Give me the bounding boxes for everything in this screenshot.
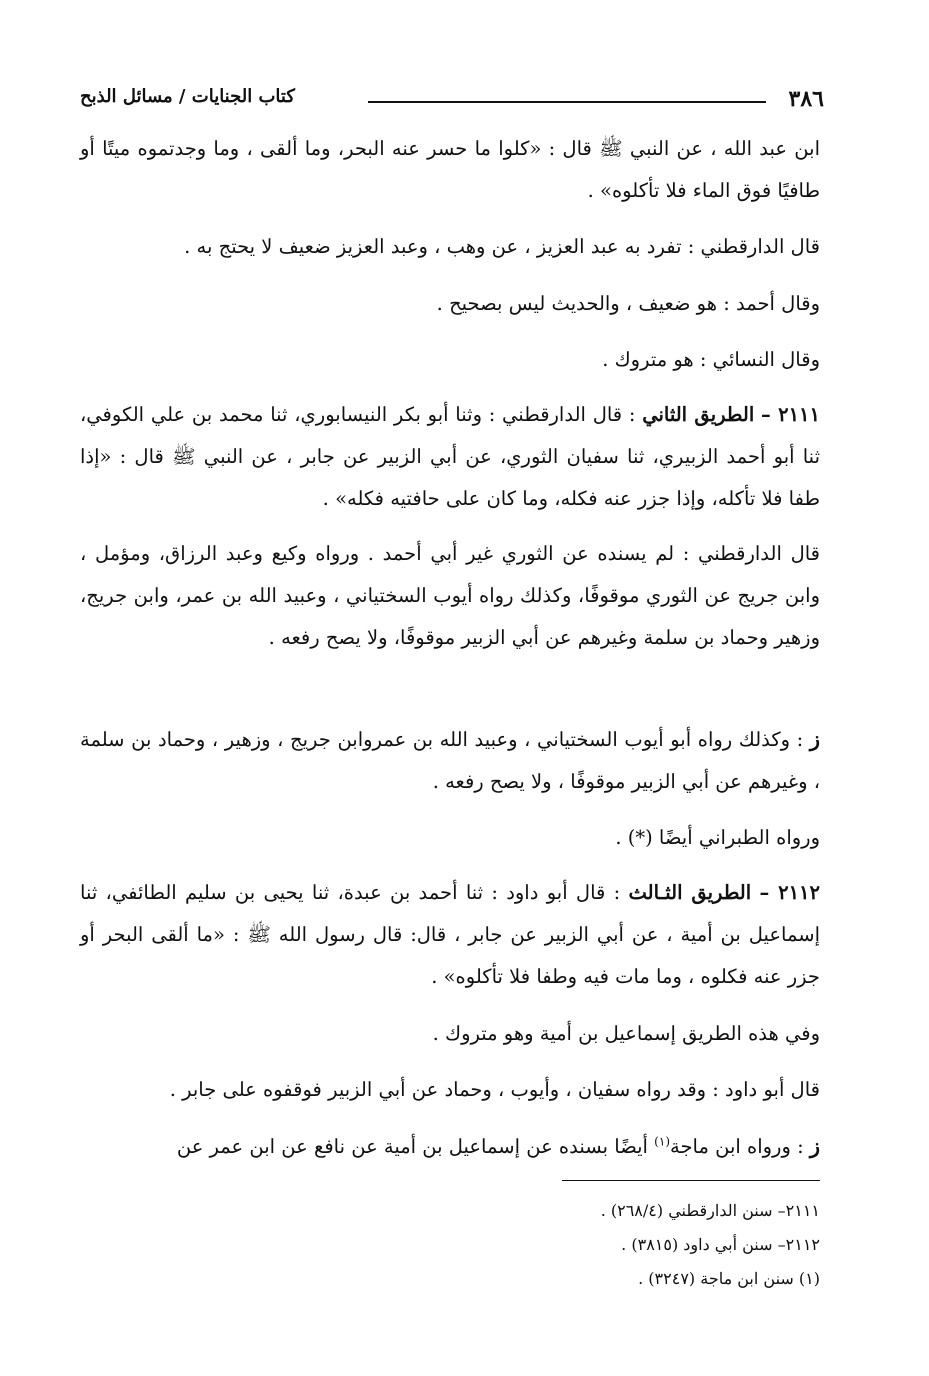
note-text-before: : ورواه ابن ماجة	[670, 1135, 804, 1158]
paragraph-text	[80, 718, 820, 803]
editor-mark: ز	[809, 726, 820, 751]
paragraph-text: وقال أحمد : هو ضعيف ، والحديث ليس بصحيح .	[436, 292, 820, 315]
paragraph-text	[80, 394, 820, 520]
hadith-number: ٢١١١ –	[761, 403, 820, 426]
paragraph-text	[80, 1125, 820, 1168]
paragraph-text: قال أبو داود : وقد رواه سفيان ، وأيوب ، وحماد عن أبي الزبير فوقفوه على جابر .	[169, 1078, 820, 1101]
paragraph-daraqutni-isnad	[80, 533, 820, 659]
running-header	[80, 84, 824, 118]
paragraph-text: ابن عبد الله ، عن النبي ﷺ قال : «كلوا ما حسر عنه البحر، وما ألقى ، وما وجدتموه ميتًا أو طافيًا فوق الماء فلا تأكلوه» .	[80, 137, 820, 202]
route-heading: الطريق الثـالث	[628, 881, 752, 904]
paragraph-zay-note-2	[80, 1125, 820, 1168]
paragraph-hadith-continuation	[80, 128, 820, 212]
paragraph-zay-note-1	[80, 718, 820, 803]
paragraph-text: ورواه الطبراني أيضًا (*) .	[615, 826, 820, 849]
paragraph-ismail-comment	[80, 1013, 820, 1055]
paragraph-hadith-2112	[80, 872, 820, 998]
page-number: ٣٨٦	[788, 86, 824, 112]
note-text: : وكذلك رواه أبو أيوب السختياني ، وعبيد الله بن عمروابن جريج ، وزهير ، وحماد بن سلمة ، وغيرهم عن أبي الزبير موقوفًا ، ولا يصح رفعه .	[80, 728, 820, 793]
paragraph-text: وقال النسائي : هو متروك .	[602, 348, 820, 371]
footnote-item: ٢١١٢– سنن أبي داود (٣٨١٥) .	[621, 1235, 820, 1254]
route-heading: الطريق الثاني	[642, 403, 755, 426]
hadith-text: : قال أبو داود : ثنا أحمد بن عبدة، ثنا يحيى بن سليم الطائفي، ثنا إسماعيل بن أمية ، عن أبي الزبير عن جابر ، قال: قال رسول الله ﷺ : «ما ألقى البحر أو جزر عنه فكلوه ، وما مات فيه وطفا فلا تأكلوه» .	[80, 881, 820, 988]
hadith-number: ٢١١٢ –	[759, 881, 821, 904]
paragraph-nasai-comment	[80, 339, 820, 381]
paragraph-ahmad-comment	[80, 283, 820, 325]
footnote-item: (١) سنن ابن ماجة (٣٢٤٧) .	[638, 1269, 820, 1288]
editor-mark: ز	[809, 1133, 820, 1158]
footnotes	[80, 1194, 820, 1296]
paragraph-abu-dawud-comment	[80, 1069, 820, 1111]
note-text-after: أيضًا بسنده عن إسماعيل بن أمية عن نافع عن ابن عمر عن	[176, 1135, 648, 1158]
paragraph-text: وفي هذه الطريق إسماعيل بن أمية وهو متروك .	[432, 1022, 820, 1045]
footnote-reference[interactable]: (١)	[654, 1134, 670, 1149]
paragraph-daraqutni-comment	[80, 226, 820, 268]
paragraph-tabarani	[80, 817, 820, 859]
paragraph-text: قال الدارقطني : لم يسنده عن الثوري غير أبي أحمد . ورواه وكيع وعبد الرزاق، ومؤمل ، وابن جريج عن الثوري موقوفًا، وكذلك رواه أيوب السختياني ، وعبيد الله بن عمر، وابن جريج، وزهير وحماد بن سلمة وغيرهم عن أبي الزبير موقوفًا، ولا يصح رفعه .	[80, 542, 820, 649]
header-rule	[368, 101, 766, 103]
hadith-text: : قال الدارقطني : وثنا أبو بكر النيسابوري، ثنا محمد بن علي الكوفي، ثنا أبو أحمد الزبيري، ثنا سفيان الثوري، عن أبي الزبير عن جابر ، عن النبي ﷺ قال : «إذا طفا فلا تأكله، وإذا جزر عنه فكله، وما كان على حافتيه فكله» .	[80, 403, 820, 510]
footnote-separator	[562, 1180, 820, 1181]
footnote-item: ٢١١١– سنن الدارقطني (٢٦٨/٤) .	[600, 1201, 820, 1220]
paragraph-hadith-2111	[80, 394, 820, 520]
running-title: كتاب الجنايات / مسائل الذبح	[80, 86, 295, 107]
paragraph-text	[80, 872, 820, 998]
paragraph-text: قال الدارقطني : تفرد به عبد العزيز ، عن وهب ، وعبد العزيز ضعيف لا يحتج به .	[184, 235, 820, 258]
